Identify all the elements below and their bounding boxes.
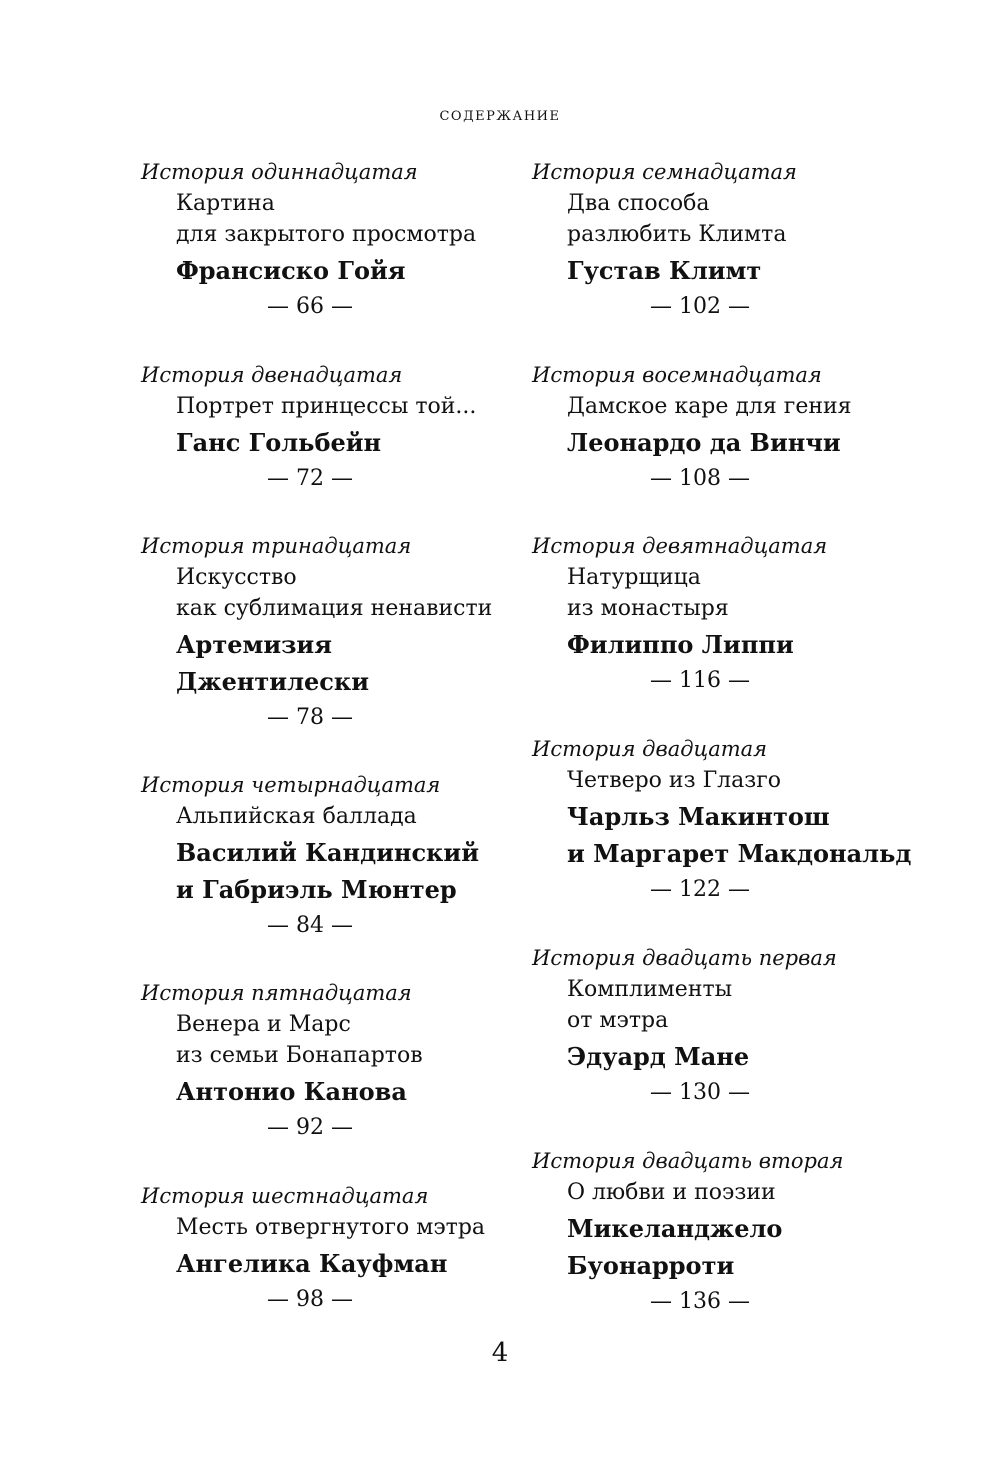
page-reference: — 92 —	[267, 1115, 353, 1140]
page-reference: — 116 —	[650, 668, 750, 693]
page-reference: — 84 —	[267, 913, 353, 938]
artist-name: Буонарроти	[567, 1251, 735, 1280]
artist-name: Джентилески	[176, 667, 370, 696]
page-header: содержание	[439, 104, 561, 125]
artist-name: Ангелика Кауфман	[176, 1249, 448, 1278]
story-title: Искусство	[176, 565, 297, 590]
artist-name: Франсиско Гойя	[176, 256, 406, 285]
toc-entry[interactable]	[141, 1181, 492, 1352]
story-number: История пятнадцатая	[141, 981, 412, 1005]
artist-name: и Маргарет Макдональд	[567, 839, 912, 868]
story-title: из монастыря	[567, 596, 729, 621]
artist-name: и Габриэль Мюнтер	[176, 875, 457, 904]
story-number: История восемнадцатая	[532, 363, 822, 387]
story-title: Альпийская баллада	[176, 804, 417, 829]
artist-name: Ганс Гольбейн	[176, 428, 382, 457]
story-title: Месть отвергнутого мэтра	[176, 1215, 486, 1240]
story-title: от мэтра	[567, 1008, 669, 1033]
story-title: Венера и Марс	[176, 1012, 351, 1037]
story-number: История тринадцатая	[141, 534, 412, 558]
page-reference: — 108 —	[650, 466, 750, 491]
story-title: Четверо из Глазго	[567, 768, 782, 793]
artist-name: Василий Кандинский	[176, 838, 479, 867]
toc-column-left	[141, 157, 492, 1352]
story-number: История семнадцатая	[532, 160, 797, 184]
page-reference: — 66 —	[267, 294, 353, 319]
artist-name: Микеланджело	[567, 1214, 783, 1243]
story-number: История четырнадцатая	[141, 773, 441, 797]
story-number: История двадцатая	[532, 737, 768, 761]
page-reference: — 136 —	[650, 1289, 750, 1314]
toc-entry[interactable]	[141, 157, 492, 360]
page-reference: — 122 —	[650, 877, 750, 902]
toc-entry[interactable]	[532, 157, 911, 360]
toc-entry[interactable]	[141, 978, 492, 1181]
toc-entry[interactable]	[141, 360, 492, 531]
artist-name: Артемизия	[176, 630, 332, 659]
artist-name: Филиппо Липпи	[567, 630, 794, 659]
story-title: Портрет принцессы той...	[176, 394, 477, 419]
page-reference: — 130 —	[650, 1080, 750, 1105]
artist-name: Чарльз Макинтош	[567, 802, 830, 831]
story-title: Два способа	[567, 191, 710, 216]
story-number: История двадцать вторая	[532, 1149, 844, 1173]
artist-name: Леонардо да Винчи	[567, 428, 841, 457]
toc-entry[interactable]	[141, 531, 492, 770]
story-number: История двадцать первая	[532, 946, 837, 970]
story-title: О любви и поэзии	[567, 1180, 776, 1205]
story-title: из семьи Бонапартов	[176, 1043, 423, 1068]
page-reference: — 102 —	[650, 294, 750, 319]
page-reference: — 78 —	[267, 705, 353, 730]
story-title: Натурщица	[567, 565, 701, 590]
toc-entry[interactable]	[532, 1146, 911, 1354]
page-reference: — 98 —	[267, 1287, 353, 1312]
toc-entry[interactable]	[532, 531, 911, 734]
toc-entry[interactable]	[532, 943, 911, 1146]
artist-name: Антонио Канова	[176, 1077, 407, 1106]
toc-column-right	[532, 157, 911, 1354]
story-title: Дамское каре для гения	[567, 394, 852, 419]
toc-entry[interactable]	[141, 770, 492, 978]
toc-entry[interactable]	[532, 360, 911, 531]
story-number: История девятнадцатая	[532, 534, 828, 558]
story-number: История одиннадцатая	[141, 160, 418, 184]
story-title: Комплименты	[567, 977, 733, 1002]
artist-name: Густав Климт	[567, 256, 762, 285]
story-number: История шестнадцатая	[141, 1184, 429, 1208]
page-number: 4	[491, 1338, 509, 1368]
story-number: История двенадцатая	[141, 363, 403, 387]
artist-name: Эдуард Мане	[567, 1042, 750, 1071]
toc-entry[interactable]	[532, 734, 911, 943]
story-title: разлюбить Климта	[567, 222, 787, 247]
story-title: Картина	[176, 191, 275, 216]
story-title: как сублимация ненависти	[176, 596, 493, 621]
page-reference: — 72 —	[267, 466, 353, 491]
story-title: для закрытого просмотра	[176, 222, 477, 247]
